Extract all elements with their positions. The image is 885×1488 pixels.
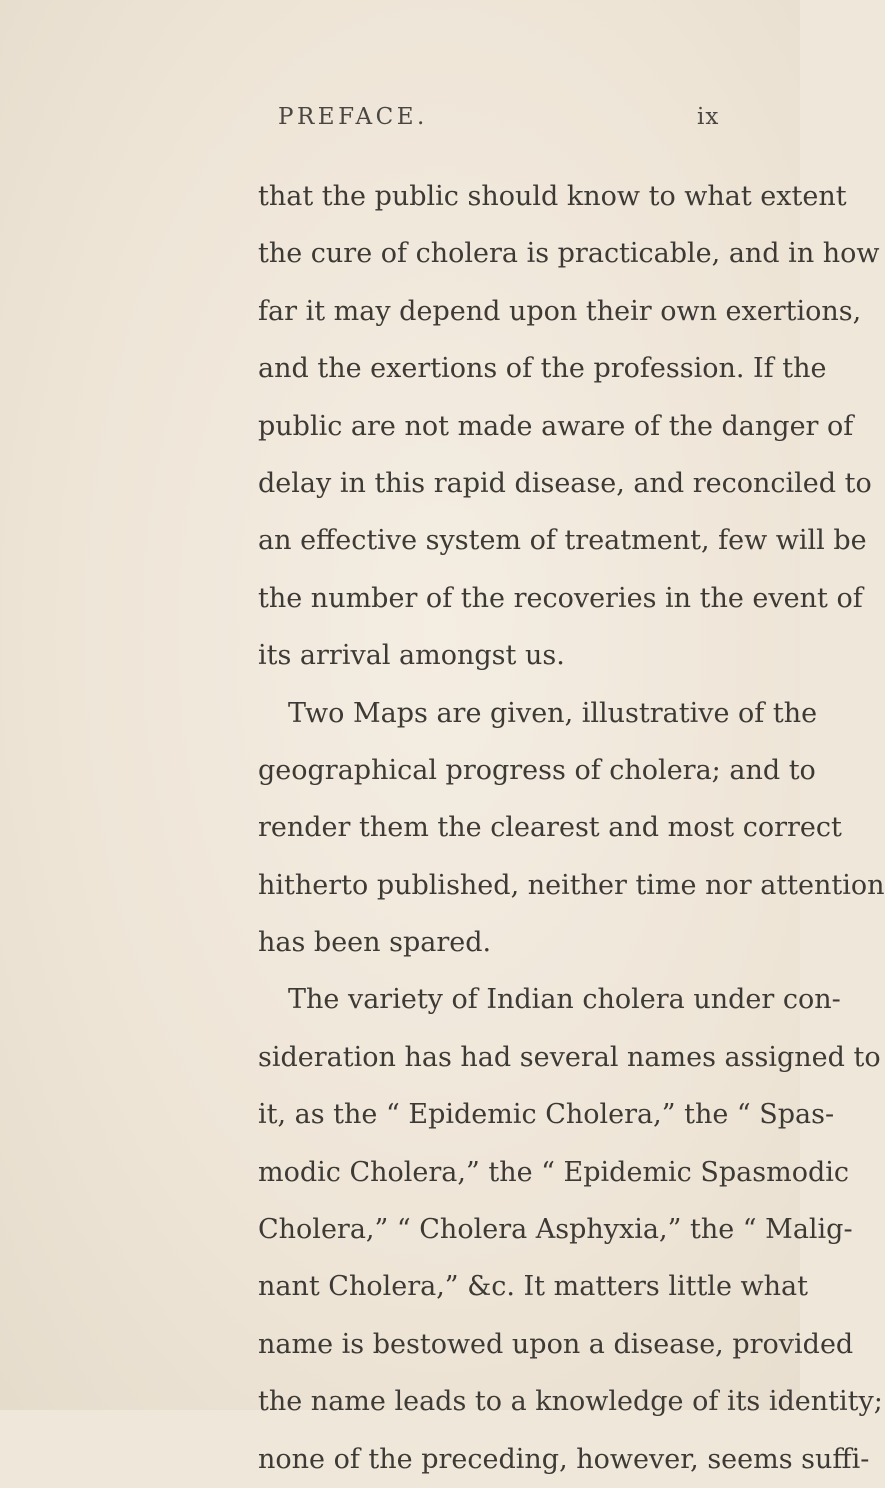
text-line: an effective system of treatment, few will be — [258, 525, 867, 557]
text-line: has been spared. — [258, 927, 492, 959]
text-line: Cholera,” “ Cholera Asphyxia,” the “ Malig- — [258, 1214, 853, 1246]
text-line: The variety of Indian cholera under con- — [288, 984, 841, 1016]
page-number: ix — [697, 104, 720, 130]
text-line: the name leads to a knowledge of its identity; — [258, 1386, 883, 1418]
text-line: geographical progress of cholera; and to — [258, 754, 816, 786]
text-line: modic Cholera,” the “ Epidemic Spasmodic — [258, 1156, 850, 1188]
text-line: delay in this rapid disease, and reconciled to — [258, 467, 872, 499]
text-line: the cure of cholera is practicable, and in how — [258, 238, 880, 270]
text-line: render them the clearest and most correct — [258, 812, 842, 844]
text-line: Two Maps are given, illustrative of the — [288, 697, 818, 729]
text-line: far it may depend upon their own exertions, — [258, 295, 862, 327]
text-line: the number of the recoveries in the event of — [258, 582, 863, 614]
text-line: hitherto published, neither time nor attention — [258, 869, 885, 901]
text-line: nant Cholera,” &c. It matters little what — [258, 1271, 808, 1303]
body-text — [258, 168, 885, 1488]
running-head — [0, 104, 800, 144]
text-line: and the exertions of the profession. If the — [258, 353, 827, 385]
text-line: its arrival amongst us. — [258, 640, 565, 672]
text-line: sideration has had several names assigned to — [258, 1041, 881, 1073]
text-line: that the public should know to what extent — [258, 181, 847, 212]
text-line: name is bestowed upon a disease, provided — [258, 1328, 854, 1360]
text-line: none of the preceding, however, seems suffi- — [258, 1443, 870, 1475]
running-title: PREFACE. — [278, 104, 428, 130]
text-line: public are not made aware of the danger of — [258, 410, 854, 442]
text-line: it, as the “ Epidemic Cholera,” the “ Spas- — [258, 1099, 835, 1131]
